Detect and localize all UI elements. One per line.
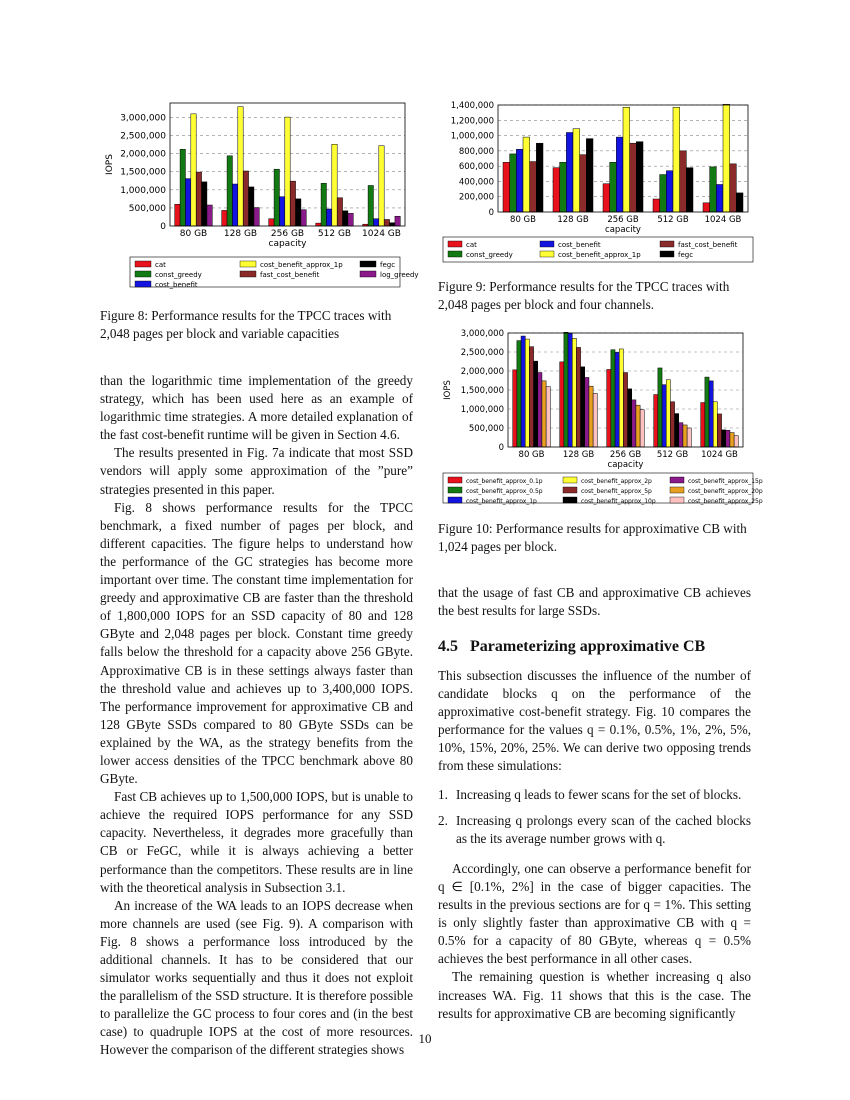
figure-10-chart — [438, 328, 763, 513]
y-tick-label: 1,000,000 — [460, 405, 504, 415]
y-tick-label: 2,000,000 — [120, 149, 166, 160]
legend-label: const_greedy — [466, 251, 513, 259]
paragraph: Fast CB achieves up to 1,500,000 IOPS, but is unable to achieve the required IOPS performance for any SSD capacity. Nevertheless, it degrades more gracefully than CB or FeGC, while it is always achieving a better performance than the competitors. These results are in line with the theoretical analysis in Subsection 3.1. — [100, 789, 413, 895]
legend-label: cost_benefit — [558, 241, 601, 249]
x-tick-label: 1024 GB — [362, 229, 401, 239]
legend-label: cost_benefit_approx_2p — [581, 478, 652, 485]
x-tick-label: 1024 GB — [701, 450, 738, 460]
legend-swatch — [448, 241, 462, 247]
section-title: Parameterizing approximative CB — [470, 638, 706, 655]
chart-group — [105, 103, 419, 289]
bar-a20 — [730, 433, 734, 447]
bar-fast_cost_benefit — [384, 219, 389, 226]
bar-a25 — [640, 410, 644, 447]
list-item — [438, 812, 751, 848]
bar-cost_benefit_approx_1p — [238, 107, 243, 226]
x-tick-label: 512 GB — [657, 215, 689, 225]
legend-label: fegc — [678, 251, 694, 259]
paragraph: The results presented in Fig. 7a indicate that most SSD vendors will apply some approximation of the ”pure” strategies presented in this paper. — [100, 445, 413, 497]
bar-fegc — [249, 187, 254, 226]
bar-cost_benefit — [326, 209, 331, 226]
bar-cat — [269, 219, 274, 226]
chart-group — [443, 101, 753, 262]
list-text: Increasing q prolongs every scan of the cached blocks as the its average number grows with q. — [456, 812, 751, 846]
trend-list — [438, 786, 751, 848]
legend-label: cost_benefit_approx_10p — [581, 498, 656, 505]
y-tick-label: 200,000 — [458, 192, 494, 203]
bar-a25 — [593, 393, 597, 447]
y-tick-label: 1,000,000 — [120, 185, 166, 196]
legend-label: const_greedy — [155, 271, 202, 279]
figure-9 — [438, 100, 758, 270]
bar-const_greedy — [180, 149, 185, 226]
bar-a25 — [734, 436, 738, 447]
y-tick-label: 3,000,000 — [460, 329, 504, 339]
y-axis-label: IOPS — [105, 154, 115, 175]
bar-fast_cost_benefit — [530, 162, 537, 212]
bar-fast_cost_benefit — [580, 155, 587, 212]
x-tick-label: 80 GB — [179, 229, 208, 239]
legend-swatch — [563, 487, 577, 493]
bar-a5 — [529, 347, 533, 447]
legend-swatch — [240, 271, 256, 277]
bar-a1 — [568, 333, 572, 447]
y-tick-label: 500,000 — [468, 424, 504, 434]
bar-cost_benefit — [616, 137, 623, 212]
figure-8-chart — [100, 100, 420, 290]
bar-a05 — [705, 377, 709, 447]
figure-9-caption: Figure 9: Performance results for the TPCC traces with 2,048 pages per block and four channels. — [438, 279, 730, 312]
bar-a10 — [581, 367, 585, 447]
bar-a20 — [683, 425, 687, 447]
x-tick-label: 256 GB — [270, 229, 305, 239]
y-tick-label: 1,500,000 — [460, 386, 504, 396]
bar-cost_benefit_approx_1p — [332, 144, 337, 226]
legend-label: cost_benefit_approx_0.5p — [466, 488, 543, 495]
bar-const_greedy — [368, 185, 373, 226]
bar-fegc — [736, 193, 743, 212]
legend-swatch — [563, 477, 577, 483]
bar-a2 — [619, 349, 623, 447]
paragraph: This subsection discusses the influence of the number of candidate blocks q on the performance of the approximative cost-benefit strategy. Fig. 10 compares the performance for the values q = 0.1%, 0.5%, 1%, 2%, 5%, 10%, 15%, 20%, 25%. We can derive two opposing trends from these simulations: — [438, 668, 751, 774]
x-tick-label: 80 GB — [518, 450, 545, 460]
left-column-text — [100, 372, 413, 1060]
bar-a1 — [709, 381, 713, 447]
bar-cost_benefit_approx_1p — [623, 107, 630, 212]
bar-fegc — [686, 168, 693, 212]
legend-swatch — [660, 251, 674, 257]
legend-label: fast_cost_benefit — [260, 271, 320, 279]
bar-log_greedy — [301, 210, 306, 226]
legend-swatch — [563, 497, 577, 503]
legend-label: cat — [155, 261, 166, 269]
bar-const_greedy — [321, 183, 326, 226]
bar-cost_benefit — [716, 184, 723, 212]
bar-cat — [653, 199, 660, 212]
bar-fast_cost_benefit — [680, 151, 687, 212]
y-tick-label: 500,000 — [128, 203, 166, 214]
y-tick-label: 1,500,000 — [120, 167, 166, 178]
figure-8-caption: Figure 8: Performance results for the TPCC traces with 2,048 pages per block and variable capacities — [100, 308, 392, 341]
bar-a01 — [654, 395, 658, 447]
bar-cost_benefit — [185, 179, 190, 226]
bar-a15 — [632, 400, 636, 447]
y-tick-label: 1,200,000 — [450, 116, 494, 127]
legend-label: cost_benefit_approx_25p — [688, 498, 763, 505]
legend-swatch — [448, 497, 462, 503]
legend-label: cost_benefit — [155, 281, 198, 289]
y-tick-label: 0 — [498, 443, 504, 453]
y-tick-label: 800,000 — [458, 146, 494, 157]
x-axis-label: capacity — [607, 460, 644, 470]
bar-cost_benefit — [279, 197, 284, 226]
section-heading — [438, 638, 705, 656]
bar-cost_benefit — [566, 133, 573, 212]
bar-a15 — [538, 373, 542, 447]
x-tick-label: 128 GB — [223, 229, 258, 239]
bar-cost_benefit_approx_1p — [191, 114, 196, 226]
bar-a10 — [628, 389, 632, 447]
bar-cost_benefit_approx_1p — [379, 146, 384, 226]
x-tick-label: 256 GB — [609, 450, 642, 460]
bar-a01 — [560, 362, 564, 447]
legend-label: cost_benefit_approx_1p — [466, 498, 537, 505]
bar-a10 — [722, 430, 726, 447]
legend-swatch — [240, 261, 256, 267]
bar-cat — [316, 223, 321, 226]
chart-group — [443, 329, 763, 505]
y-tick-label: 2,000,000 — [460, 367, 504, 377]
bar-fast_cost_benefit — [290, 181, 295, 226]
bar-fegc — [296, 199, 301, 226]
bar-fegc — [343, 211, 348, 226]
bar-const_greedy — [660, 175, 667, 212]
bar-cat — [222, 210, 227, 226]
bar-fegc — [390, 223, 395, 226]
bar-a2 — [525, 339, 529, 447]
paragraph: that the usage of fast CB and approximative CB achieves the best results for large SSDs. — [438, 585, 751, 619]
bar-const_greedy — [274, 169, 279, 226]
list-number: 2. — [438, 812, 448, 828]
bar-a05 — [611, 350, 615, 447]
bar-fast_cost_benefit — [337, 198, 342, 226]
bar-a01 — [701, 403, 705, 447]
legend-swatch — [540, 241, 554, 247]
legend-swatch — [135, 271, 151, 277]
y-tick-label: 1,400,000 — [450, 101, 494, 111]
y-tick-label: 0 — [160, 222, 166, 232]
bar-a05 — [564, 332, 568, 447]
bar-cost_benefit — [373, 219, 378, 226]
bar-const_greedy — [710, 167, 717, 212]
bar-a5 — [717, 414, 721, 447]
legend-label: cost_benefit_approx_20p — [688, 488, 763, 495]
bar-a05 — [658, 368, 662, 447]
x-tick-label: 512 GB — [317, 229, 352, 239]
bar-const_greedy — [610, 162, 617, 212]
legend-label: cost_benefit_approx_15p — [688, 478, 763, 485]
bar-a15 — [679, 423, 683, 447]
bar-fast_cost_benefit — [196, 172, 201, 226]
x-axis-label: capacity — [605, 225, 641, 235]
page-number: 10 — [418, 1031, 432, 1046]
list-item — [438, 786, 751, 804]
figure-9-chart — [438, 100, 758, 270]
bar-a25 — [687, 428, 691, 447]
x-tick-label: 1024 GB — [704, 215, 742, 225]
right-column-intro — [438, 584, 751, 620]
y-tick-label: 600,000 — [458, 162, 494, 173]
bar-a25 — [546, 387, 550, 447]
figure-8 — [100, 100, 420, 290]
bar-cost_benefit_approx_1p — [673, 107, 680, 212]
x-tick-label: 512 GB — [656, 450, 689, 460]
bar-a2 — [713, 402, 717, 447]
paragraph: Fig. 8 shows performance results for the TPCC benchmark, a fixed number of pages per block, and different capacities. The figure helps to understand how the performance of the GC strategies has become more important over time. The constant time implementation for greedy and approximative CB are faster than the threshold of 1,800,000 IOPS for an SSD capacity of 80 and 128 GByte and 2,048 pages per block. Constant time greedy falls below the threshold for a capacity above 256 GByte. Approximative CB is in these settings always faster than the threshold value and achieves up to 3,400,000 IOPS. The performance improvement for approximative CB and 128 GByte SSDs compared to 80 GByte SSDs can be explained by the WA, as the strategy benefits from the lower access densities of the TPCC benchmark above 80 GByte. — [100, 499, 413, 787]
bar-a10 — [675, 414, 679, 447]
bar-const_greedy — [560, 162, 567, 212]
legend-swatch — [660, 241, 674, 247]
bar-a1 — [521, 336, 525, 447]
bar-a15 — [585, 377, 589, 447]
section-number: 4.5 — [438, 638, 458, 655]
legend-label: log_greedy — [380, 271, 419, 279]
bar-fegc — [202, 182, 207, 226]
list-text: Increasing q leads to fewer scans for the set of blocks. — [456, 786, 742, 802]
bar-a01 — [607, 369, 611, 447]
y-tick-label: 400,000 — [458, 177, 494, 188]
bar-cost_benefit_approx_1p — [573, 129, 580, 212]
bar-log_greedy — [348, 213, 353, 226]
legend-swatch — [670, 497, 684, 503]
paragraph: An increase of the WA leads to an IOPS decrease when more channels are used (see Fig. 9). A comparison with Fig. 8 shows a performance loss introduced by the additional channels. It has to be considered that our simulator works sequentially and thus it does not exploit the parallelism of the SSD structure. It is therefore possible to parallelize the GC process to four cores and (in the best case) to quadruple IOPS at the cost of more resources. However the comparison of the different strategies shows — [100, 897, 413, 1058]
bar-cost_benefit_approx_1p — [523, 137, 530, 212]
bar-cat — [703, 203, 710, 212]
bar-cost_benefit — [516, 149, 523, 212]
y-tick-label: 0 — [488, 208, 494, 218]
bar-cost_benefit — [232, 184, 237, 226]
bar-a20 — [542, 381, 546, 447]
bar-const_greedy — [227, 156, 232, 226]
list-number: 1. — [438, 786, 448, 802]
bar-a5 — [576, 347, 580, 447]
bar-fast_cost_benefit — [243, 171, 248, 226]
legend-label: fast_cost_benefit — [678, 241, 738, 249]
bar-a20 — [589, 386, 593, 447]
bar-a10 — [534, 361, 538, 447]
bar-cost_benefit_approx_1p — [285, 117, 290, 226]
bar-a15 — [726, 430, 730, 447]
bar-a2 — [666, 380, 670, 447]
y-tick-label: 2,500,000 — [120, 131, 166, 142]
bar-log_greedy — [207, 205, 212, 226]
legend-swatch — [135, 261, 151, 267]
right-column-text — [438, 667, 751, 1023]
y-axis-label: IOPS — [443, 380, 453, 400]
bar-cat — [503, 162, 510, 212]
paragraph: Accordingly, one can observe a performance benefit for q ∈ [0.1%, 2%] in the case of bigger capacities. The results in the previous sections are for q = 1%. This setting is only slightly faster than approximative CB with q = 0.5% for a capacity of 80 GByte, whereas q = 0.5% achieves the best performance in all other cases. — [438, 860, 751, 967]
bar-a20 — [636, 405, 640, 447]
paragraph: The remaining question is whether increasing q also increases WA. Fig. 11 shows that this is the case. The results for approximative CB are becoming significantly — [438, 969, 751, 1021]
y-tick-label: 2,500,000 — [460, 348, 504, 358]
bar-a1 — [615, 352, 619, 447]
legend-label: cost_benefit_approx_1p — [260, 261, 343, 269]
bar-a5 — [670, 402, 674, 447]
paragraph: than the logarithmic time implementation of the greedy strategy, which has been used here as an example of logarithmic time strategies. A more detailed explanation of the fast cost-benefit runtime will be given in Section 4.6. — [100, 373, 413, 443]
y-tick-label: 3,000,000 — [120, 113, 166, 124]
bar-log_greedy — [395, 216, 400, 226]
legend-label: cost_benefit_approx_0.1p — [466, 478, 543, 485]
bar-cat — [553, 168, 560, 212]
legend-label: cost_benefit_approx_1p — [558, 251, 641, 259]
x-tick-label: 128 GB — [557, 215, 589, 225]
bar-a5 — [623, 373, 627, 447]
bar-fast_cost_benefit — [630, 143, 637, 212]
legend-swatch — [448, 251, 462, 257]
x-tick-label: 80 GB — [510, 215, 536, 225]
bar-cat — [603, 184, 610, 212]
legend-swatch — [540, 251, 554, 257]
bar-a1 — [662, 385, 666, 447]
bar-fegc — [536, 143, 543, 212]
figure-10 — [438, 328, 763, 513]
bar-fast_cost_benefit — [730, 164, 737, 212]
legend-swatch — [135, 281, 151, 287]
bar-cost_benefit — [666, 171, 673, 212]
legend-swatch — [360, 261, 376, 267]
legend-label: fegc — [380, 261, 396, 269]
bar-fegc — [636, 142, 643, 212]
legend-swatch — [670, 487, 684, 493]
x-axis-label: capacity — [268, 239, 307, 249]
bar-fegc — [586, 139, 593, 212]
legend-swatch — [448, 487, 462, 493]
legend-label: cost_benefit_approx_5p — [581, 488, 652, 495]
bar-a05 — [517, 341, 521, 447]
figure-10-caption: Figure 10: Performance results for approximative CB with 1,024 pages per block. — [438, 521, 747, 554]
legend-label: cat — [466, 241, 477, 249]
bar-cat — [175, 204, 180, 226]
x-tick-label: 128 GB — [562, 450, 595, 460]
bar-a2 — [572, 338, 576, 447]
bar-cost_benefit_approx_1p — [723, 104, 730, 212]
bar-const_greedy — [510, 154, 517, 212]
y-tick-label: 1,000,000 — [450, 131, 494, 142]
legend-swatch — [360, 271, 376, 277]
legend-swatch — [670, 477, 684, 483]
bar-log_greedy — [254, 208, 259, 226]
bar-a01 — [513, 370, 517, 447]
legend-swatch — [448, 477, 462, 483]
x-tick-label: 256 GB — [607, 215, 639, 225]
